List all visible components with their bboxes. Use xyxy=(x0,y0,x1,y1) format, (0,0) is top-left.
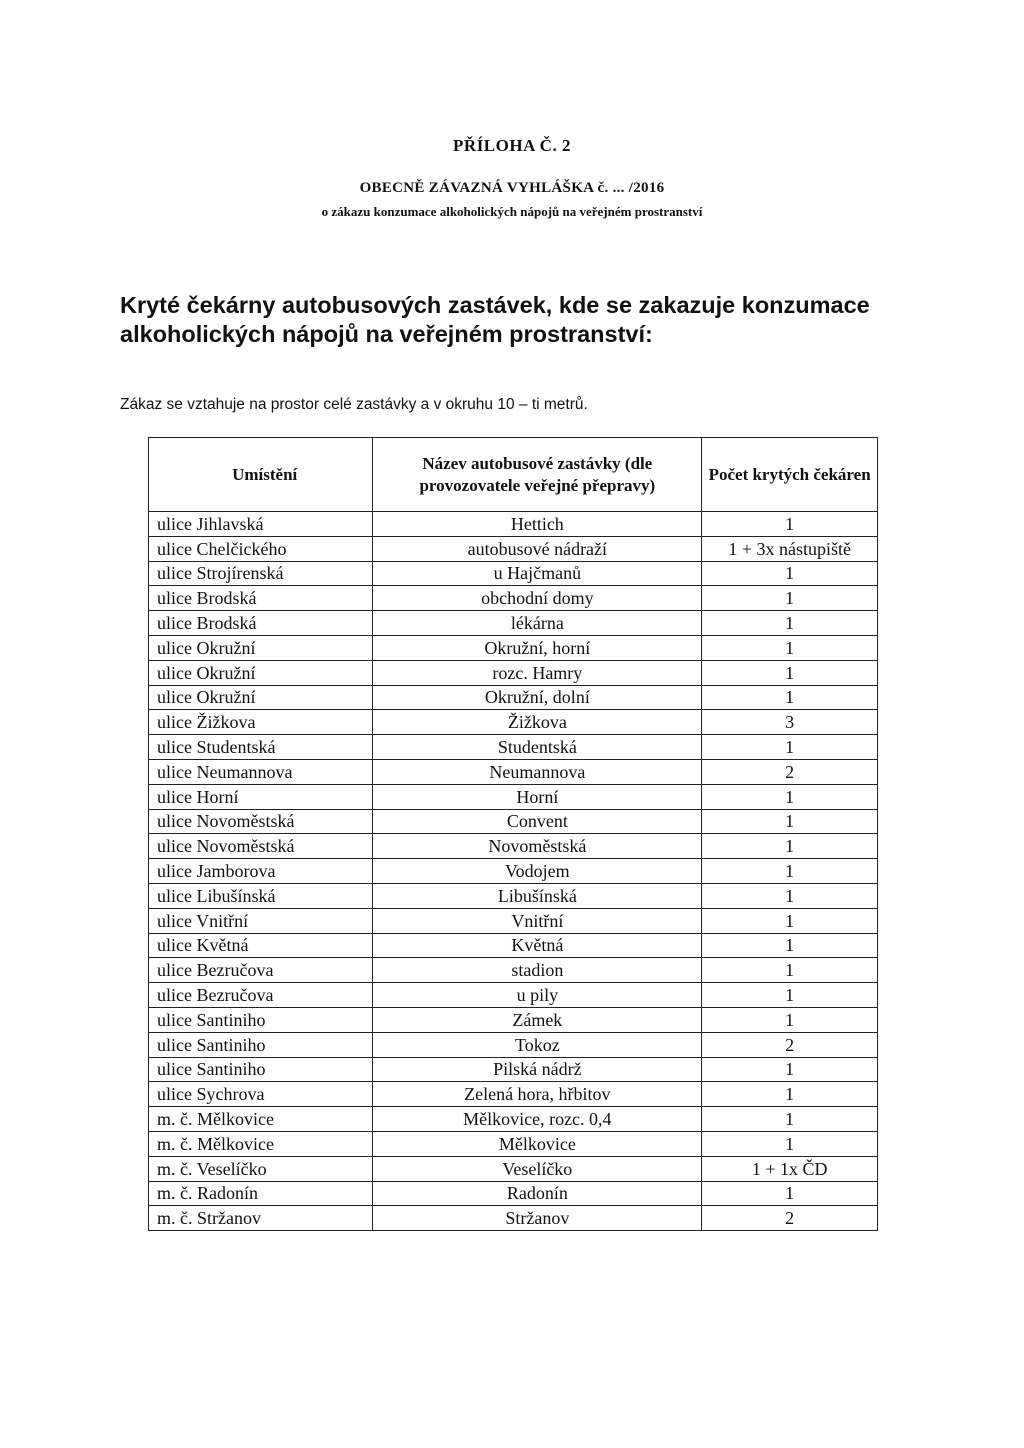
table-row xyxy=(149,1181,878,1206)
cell-count: 1 xyxy=(702,1082,878,1107)
cell-stop-name: lékárna xyxy=(373,611,702,636)
cell-count: 3 xyxy=(702,710,878,735)
cell-stop-name: Horní xyxy=(373,784,702,809)
cell-stop-name: Vodojem xyxy=(373,859,702,884)
table-row xyxy=(149,933,878,958)
cell-stop-name: Zelená hora, hřbitov xyxy=(373,1082,702,1107)
cell-location: m. č. Mělkovice xyxy=(149,1107,373,1132)
cell-count: 1 xyxy=(702,685,878,710)
cell-location: ulice Bezručova xyxy=(149,958,373,983)
cell-stop-name: Pilská nádrž xyxy=(373,1057,702,1082)
cell-count: 1 xyxy=(702,561,878,586)
cell-count: 1 xyxy=(702,1181,878,1206)
cell-location: ulice Bezručova xyxy=(149,983,373,1008)
table-header-row xyxy=(149,438,878,512)
cell-count: 1 xyxy=(702,635,878,660)
annex-title: PŘÍLOHA Č. 2 xyxy=(453,136,571,155)
cell-stop-name: Vnitřní xyxy=(373,908,702,933)
table-row xyxy=(149,834,878,859)
cell-stop-name: Veselíčko xyxy=(373,1156,702,1181)
cell-location: ulice Okružní xyxy=(149,685,373,710)
cell-location: m. č. Veselíčko xyxy=(149,1156,373,1181)
table-row xyxy=(149,586,878,611)
table-row xyxy=(149,1057,878,1082)
table-row xyxy=(149,1082,878,1107)
cell-count: 1 xyxy=(702,1057,878,1082)
cell-count: 2 xyxy=(702,759,878,784)
table-row xyxy=(149,512,878,537)
cell-count: 1 xyxy=(702,958,878,983)
cell-count: 1 xyxy=(702,1107,878,1132)
cell-location: ulice Novoměstská xyxy=(149,834,373,859)
header-count: Počet krytých čekáren xyxy=(702,438,878,512)
cell-location: ulice Novoměstská xyxy=(149,809,373,834)
table-row xyxy=(149,710,878,735)
cell-stop-name: u Hajčmanů xyxy=(373,561,702,586)
cell-location: ulice Studentská xyxy=(149,735,373,760)
cell-location: ulice Libušínská xyxy=(149,883,373,908)
cell-location: m. č. Radonín xyxy=(149,1181,373,1206)
cell-location: ulice Květná xyxy=(149,933,373,958)
cell-location: m. č. Mělkovice xyxy=(149,1131,373,1156)
cell-count: 1 xyxy=(702,784,878,809)
table-body xyxy=(149,512,878,1231)
cell-count: 1 xyxy=(702,586,878,611)
table-row xyxy=(149,561,878,586)
cell-count: 1 xyxy=(702,1131,878,1156)
cell-count: 1 xyxy=(702,883,878,908)
table-row xyxy=(149,883,878,908)
table-row xyxy=(149,1156,878,1181)
cell-location: ulice Vnitřní xyxy=(149,908,373,933)
header-location: Umístění xyxy=(149,438,373,512)
cell-stop-name: Zámek xyxy=(373,1007,702,1032)
table-row xyxy=(149,1131,878,1156)
cell-location: ulice Okružní xyxy=(149,660,373,685)
table-row xyxy=(149,536,878,561)
cell-stop-name: Stržanov xyxy=(373,1206,702,1231)
cell-stop-name: rozc. Hamry xyxy=(373,660,702,685)
cell-count: 1 xyxy=(702,1007,878,1032)
cell-location: ulice Žižkova xyxy=(149,710,373,735)
cell-location: ulice Horní xyxy=(149,784,373,809)
cell-count: 1 xyxy=(702,834,878,859)
cell-stop-name: obchodní domy xyxy=(373,586,702,611)
cell-count: 1 xyxy=(702,611,878,636)
cell-stop-name: Studentská xyxy=(373,735,702,760)
cell-count: 1 + 1x ČD xyxy=(702,1156,878,1181)
table-row xyxy=(149,1007,878,1032)
table-row xyxy=(149,735,878,760)
cell-location: m. č. Stržanov xyxy=(149,1206,373,1231)
table-row xyxy=(149,809,878,834)
cell-location: ulice Jamborova xyxy=(149,859,373,884)
cell-stop-name: u pily xyxy=(373,983,702,1008)
cell-location: ulice Strojírenská xyxy=(149,561,373,586)
table-row xyxy=(149,859,878,884)
cell-count: 1 xyxy=(702,983,878,1008)
section-heading: Kryté čekárny autobusových zastávek, kde se zakazuje konzumace alkoholických nápojů na veřejném prostranství: xyxy=(120,292,870,347)
cell-stop-name: Květná xyxy=(373,933,702,958)
table-row xyxy=(149,908,878,933)
table-row xyxy=(149,784,878,809)
cell-stop-name: Novoměstská xyxy=(373,834,702,859)
cell-count: 1 xyxy=(702,735,878,760)
cell-stop-name: Okružní, dolní xyxy=(373,685,702,710)
cell-location: ulice Santiniho xyxy=(149,1032,373,1057)
cell-location: ulice Sychrova xyxy=(149,1082,373,1107)
cell-stop-name: Convent xyxy=(373,809,702,834)
cell-stop-name: Tokoz xyxy=(373,1032,702,1057)
cell-stop-name: Mělkovice, rozc. 0,4 xyxy=(373,1107,702,1132)
cell-count: 1 xyxy=(702,512,878,537)
cell-stop-name: Mělkovice xyxy=(373,1131,702,1156)
cell-stop-name: Okružní, horní xyxy=(373,635,702,660)
cell-location: ulice Brodská xyxy=(149,586,373,611)
cell-location: ulice Jihlavská xyxy=(149,512,373,537)
cell-stop-name: Hettich xyxy=(373,512,702,537)
cell-location: ulice Okružní xyxy=(149,635,373,660)
cell-location: ulice Brodská xyxy=(149,611,373,636)
cell-count: 2 xyxy=(702,1206,878,1231)
cell-count: 1 xyxy=(702,859,878,884)
table-row xyxy=(149,1032,878,1057)
cell-location: ulice Santiniho xyxy=(149,1057,373,1082)
table-row xyxy=(149,635,878,660)
decree-title: OBECNĚ ZÁVAZNÁ VYHLÁŠKA č. ... /2016 xyxy=(359,180,665,196)
cell-stop-name: Libušínská xyxy=(373,883,702,908)
scope-note: Zákaz se vztahuje na prostor celé zastávky a v okruhu 10 – ti metrů. xyxy=(120,396,588,413)
cell-stop-name: autobusové nádraží xyxy=(373,536,702,561)
header-stop-name: Název autobusové zastávky (dle provozovatele veřejné přepravy) xyxy=(373,438,702,512)
decree-subtitle: o zákazu konzumace alkoholických nápojů na veřejném prostranství xyxy=(321,204,703,219)
cell-location: ulice Neumannova xyxy=(149,759,373,784)
table-row xyxy=(149,759,878,784)
table-row xyxy=(149,611,878,636)
cell-stop-name: stadion xyxy=(373,958,702,983)
table-row xyxy=(149,685,878,710)
cell-count: 1 xyxy=(702,809,878,834)
table-row xyxy=(149,1107,878,1132)
cell-location: ulice Chelčického xyxy=(149,536,373,561)
table-row xyxy=(149,660,878,685)
bus-stops-table xyxy=(148,437,878,1231)
cell-stop-name: Radonín xyxy=(373,1181,702,1206)
cell-count: 1 + 3x nástupiště xyxy=(702,536,878,561)
cell-count: 1 xyxy=(702,933,878,958)
cell-location: ulice Santiniho xyxy=(149,1007,373,1032)
table-row xyxy=(149,1206,878,1231)
cell-stop-name: Žižkova xyxy=(373,710,702,735)
cell-count: 1 xyxy=(702,660,878,685)
cell-stop-name: Neumannova xyxy=(373,759,702,784)
cell-count: 2 xyxy=(702,1032,878,1057)
table-row xyxy=(149,958,878,983)
cell-count: 1 xyxy=(702,908,878,933)
table-row xyxy=(149,983,878,1008)
